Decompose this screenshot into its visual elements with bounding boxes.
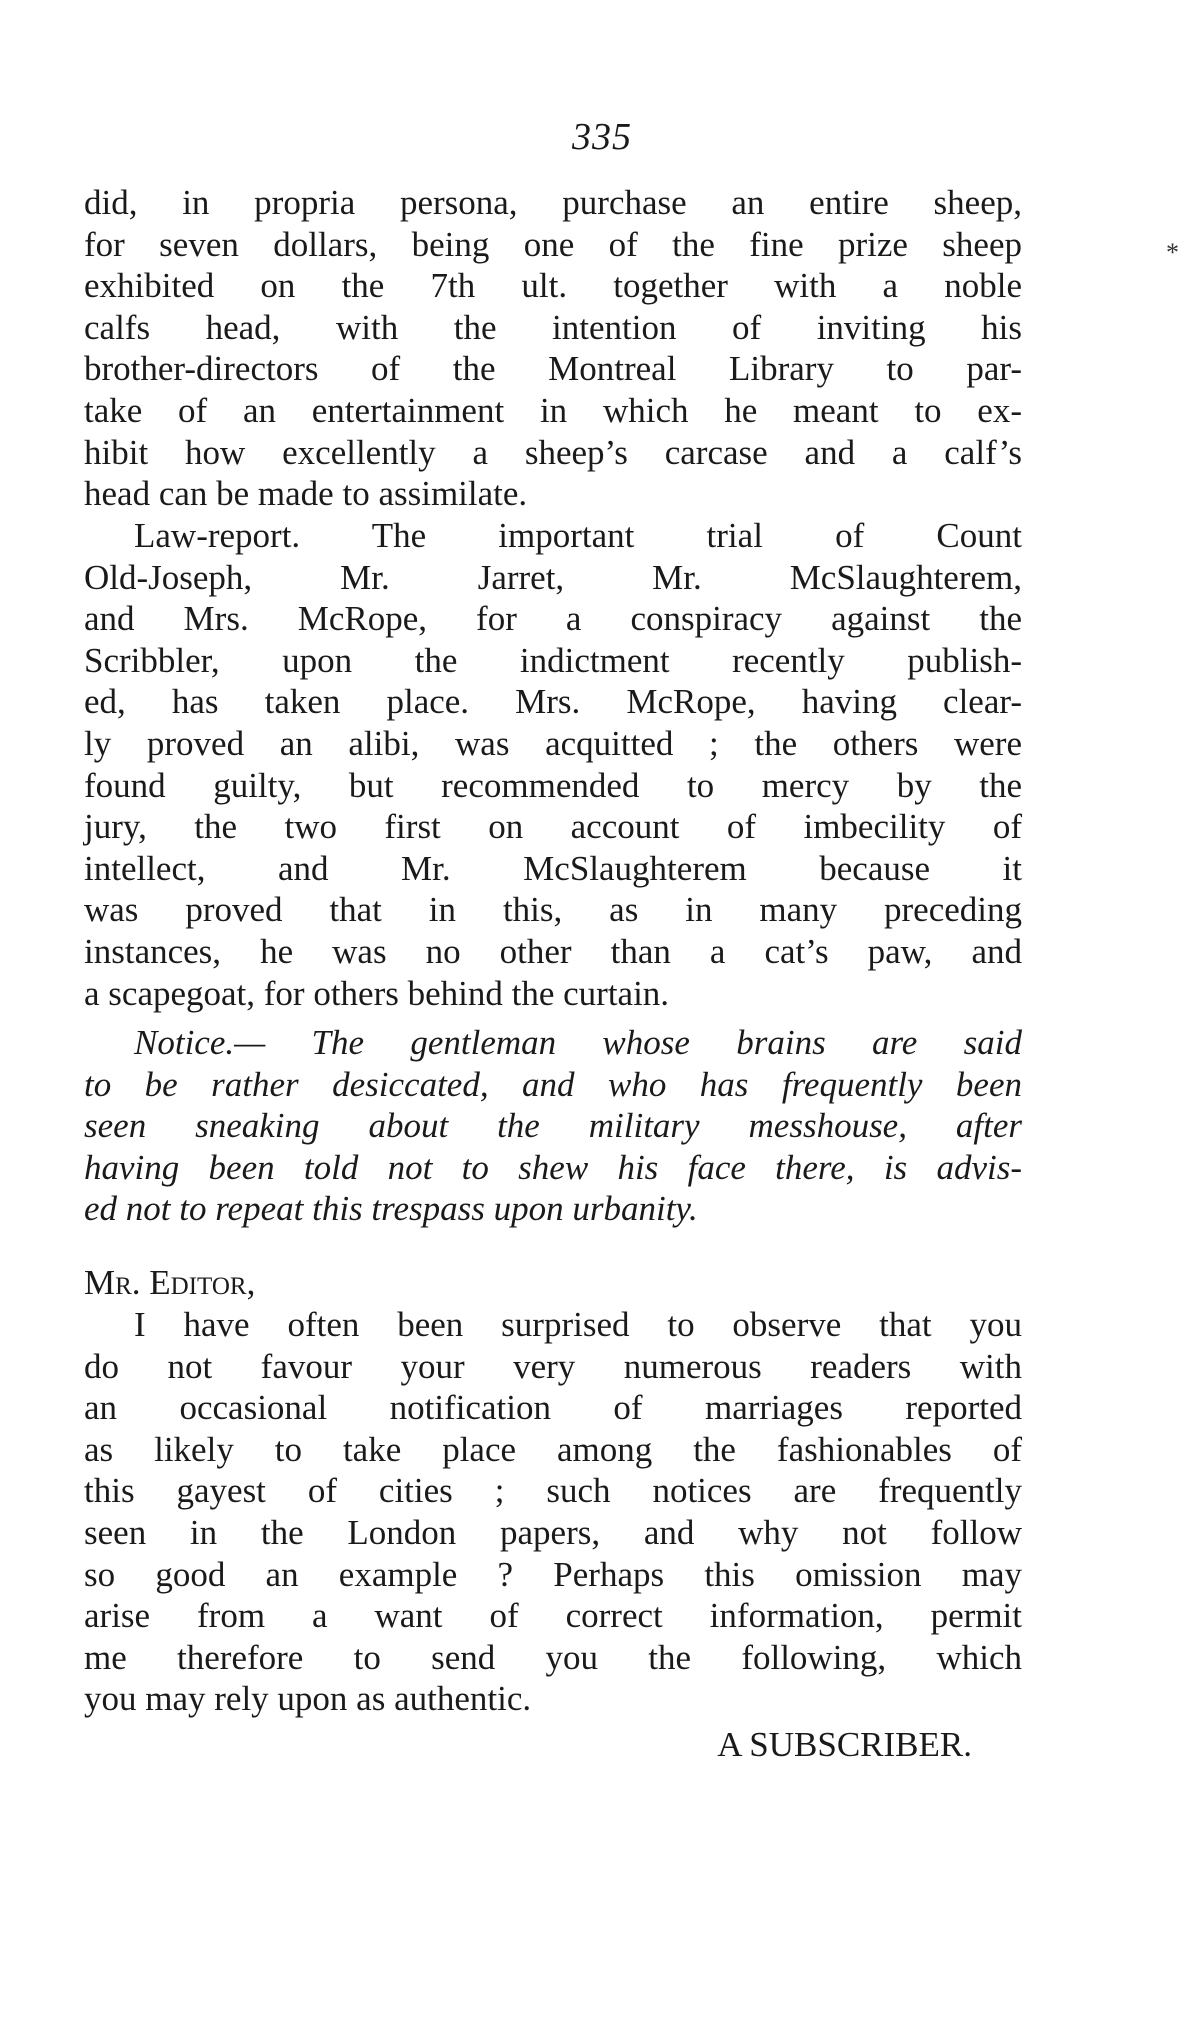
text-line: I have often been surprised to observe that you [134, 1305, 1022, 1344]
margin-mark: * [1166, 238, 1179, 267]
text-line: calfs head, with the intention of inviting his [84, 307, 1022, 347]
text-line: as likely to take place among the fashionables of [84, 1429, 1022, 1469]
text-line: having been told not to shew his face there, is advis- [84, 1147, 1022, 1187]
text-line: this gayest of cities ; such notices are frequently [84, 1471, 1022, 1511]
salutation: Mr. Editor, [84, 1263, 256, 1302]
paragraph-letter [84, 1304, 1022, 1720]
text-line: me therefore to send you the following, which [84, 1637, 1022, 1677]
text-line: you may rely upon as authentic. [84, 1679, 532, 1719]
text-line: jury, the two first on account of imbecility of [84, 807, 1022, 847]
text-line: hibit how excellently a sheep’s carcase and a calf’s [84, 432, 1022, 472]
text-line: ed, has taken place. Mrs. McRope, having clear- [84, 682, 1022, 722]
text-line: arise from a want of correct information, permit [84, 1596, 1022, 1636]
text-line: Notice.— The gentleman whose brains are said [134, 1023, 1022, 1062]
letter-signature [84, 1724, 1022, 1766]
text-line: found guilty, but recommended to mercy by the [84, 765, 1022, 805]
text-line: brother-directors of the Montreal Library to par- [84, 349, 1022, 389]
text-line: seen sneaking about the military messhouse, after [84, 1106, 1022, 1146]
text-line: Old-Joseph, Mr. Jarret, Mr. McSlaughterem, [84, 557, 1022, 597]
letter-salutation [84, 1262, 1022, 1304]
text-line: Scribbler, upon the indictment recently publish- [84, 640, 1022, 680]
text-line: do not favour your very numerous readers with [84, 1346, 1022, 1386]
text-line: instances, he was no other than a cat’s paw, and [84, 931, 1022, 971]
text-line: ed not to repeat this trespass upon urbanity. [84, 1189, 698, 1229]
paragraph-sheep [84, 182, 1022, 515]
text-line: head can be made to assimilate. [84, 474, 528, 514]
text-line: did, in propria persona, purchase an entire sheep, [84, 183, 1022, 222]
text-line: seen in the London papers, and why not follow [84, 1512, 1022, 1552]
text-line: for seven dollars, being one of the fine prize sheep [84, 224, 1022, 264]
paragraph-law-report [84, 515, 1022, 1014]
page-number: 335 [572, 116, 632, 158]
text-line: to be rather desiccated, and who has frequently been [84, 1064, 1022, 1104]
paragraph-notice [84, 1022, 1022, 1230]
text-line: and Mrs. McRope, for a conspiracy against the [84, 599, 1022, 639]
text-line: take of an entertainment in which he meant to ex- [84, 390, 1022, 430]
text-line: was proved that in this, as in many preceding [84, 890, 1022, 930]
text-line: Law-report. The important trial of Count [134, 516, 1022, 555]
text-line: ly proved an alibi, was acquitted ; the others were [84, 723, 1022, 763]
signature: A SUBSCRIBER. [717, 1725, 972, 1764]
text-line: so good an example ? Perhaps this omission may [84, 1554, 1022, 1594]
text-line: intellect, and Mr. McSlaughterem because it [84, 848, 1022, 888]
text-line: exhibited on the 7th ult. together with a noble [84, 266, 1022, 306]
text-line: an occasional notification of marriages reported [84, 1388, 1022, 1428]
text-line: a scapegoat, for others behind the curtain. [84, 973, 670, 1013]
